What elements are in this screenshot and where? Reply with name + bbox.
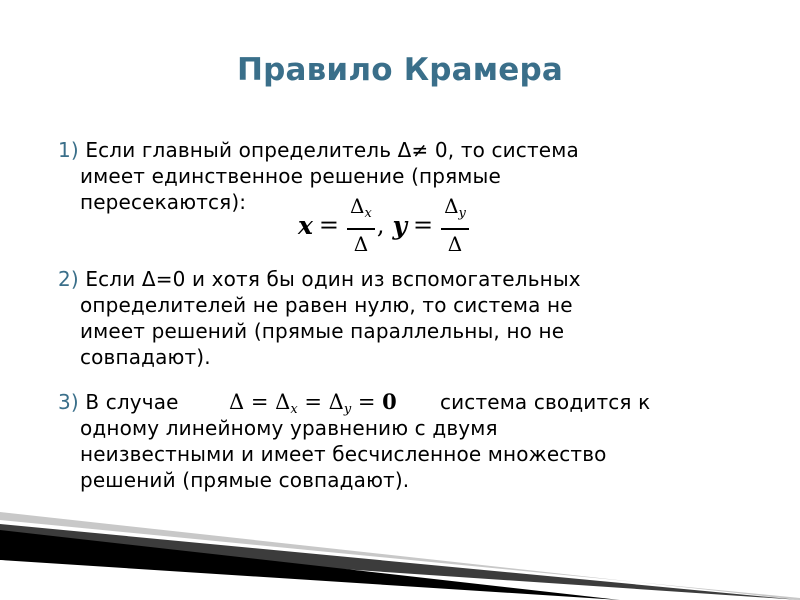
item-2-line-1: Если Δ=0 и хотя бы один из вспомогательных [85, 267, 581, 291]
f2-eq-2: = [304, 390, 322, 414]
slide-title: Правило Крамера [236, 52, 564, 88]
item-1-marker: 1) [58, 138, 79, 162]
item-2-marker: 2) [58, 267, 79, 291]
f2-sub-x: x [290, 402, 298, 417]
formula-y-var: y [392, 210, 407, 240]
frac-y-num-delta: Δ [444, 194, 459, 219]
frac-y-num-sub: y [458, 206, 466, 222]
item-1-line-3: пересекаются): [80, 190, 247, 214]
f2-sub-y: y [343, 402, 352, 417]
item-3-lead: В случае [85, 390, 179, 414]
item-2-line-2: определителей не равен нулю, то система не [80, 293, 573, 317]
frac-x-den: Δ [353, 231, 369, 256]
f2-eq-1: = [250, 390, 269, 414]
item-2-line-3: имеет решений (прямые параллельны, но не [80, 319, 565, 343]
frac-x-num-sub: x [364, 206, 372, 222]
f2-zero: 0 [382, 389, 397, 414]
item-3-line-3: неизвестными и имеет бесчисленное множество [80, 442, 607, 466]
f2-delta-x: Δ [275, 390, 291, 414]
item-2-line-4: совпадают). [80, 345, 211, 369]
decorative-swoosh [0, 490, 800, 600]
formula-eq-1: = [318, 211, 340, 239]
degenerate-formula [229, 388, 397, 424]
f2-eq-3: = [357, 390, 376, 414]
frac-y-den: Δ [447, 231, 463, 256]
frac-x-num-delta: Δ [350, 194, 365, 219]
fraction-x [347, 194, 375, 256]
formula-x-var: x [298, 210, 313, 240]
item-1-line-1: Если главный определитель Δ≠ 0, то система [85, 138, 579, 162]
fraction-y [441, 194, 469, 256]
cramer-formula [298, 192, 471, 258]
item-3-line-2: одному линейному уравнению с двумя [80, 416, 498, 440]
item-1-line-2: имеет единственное решение (прямые [80, 164, 501, 188]
formula-comma: , [376, 211, 385, 239]
item-3-line-4: решений (прямые совпадают). [80, 468, 410, 492]
item-3-marker: 3) [58, 390, 79, 414]
f2-delta: Δ [229, 390, 245, 414]
f2-delta-y: Δ [328, 390, 344, 414]
item-3-line-1-tail: система сводится к [440, 390, 651, 414]
formula-eq-2: = [412, 211, 434, 239]
rule-item-2 [58, 266, 738, 370]
